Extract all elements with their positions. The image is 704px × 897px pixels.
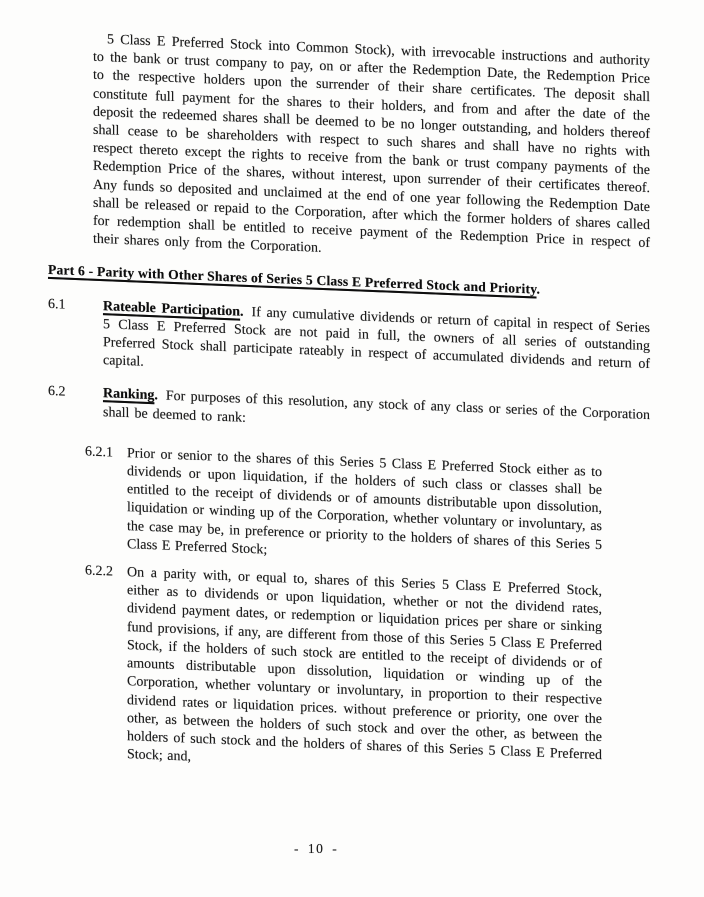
section-6-1-title-period: .	[240, 304, 244, 320]
continuation-paragraph: 5 Class E Preferred Stock into Common Stock), with irrevocable instructions and authority to the bank or trust company to pay, on or after the Redemption Date, the Redemption Price to the respective holders upon the surrender of their share certificates. The deposit shall constitute full payment for the shares to their holders, and from and after the date of the deposit the redeemed shares shall be deemed to be no longer outstanding, and holders thereof shall cease to be shareholders with respect to such shares and shall have no rights with respect thereto except the rights to receive from the bank or trust company payments of the Redemption Price of the shares, without interest, upon surrender of their certificates thereof. Any funds so deposited and unclaimed at the end of one year following the Redemption Date shall be released or repaid to the Corporation, after which the former holders of shares called for redemption shall be entitled to receive payment of the Redemption Price in respect of their shares only from the Corporation.	[93, 32, 650, 257]
subsection-6-2-2-text: On a parity with, or equal to, shares of this Series 5 Class E Preferred Stock, either as to dividends or upon liquidation, whether or not the dividend rates, dividend payment dates, or redemption or liquidation prices per share or sinking fund provisions, if any, are different from those of this Series 5 Class E Preferred Stock, if the holders of such stock are entitled to the receipt of dividends or of amounts distributable upon dissolution, liquidation or winding up of the Corporation, whether voluntary or involuntary, in proportion to their respective dividend rates or liquidation prices. without preference or priority, one over the other, as between the holders of such stock and over the other, as between the holders of such stock and the holders of shares of this Series 5 Class E Preferred Stock; and,	[127, 565, 602, 765]
section-6-1-body	[103, 298, 650, 393]
section-6-2-title: Ranking	[103, 386, 155, 404]
subsection-6-2-1	[85, 443, 602, 573]
section-6-1-title: Rateable Participation	[103, 298, 241, 320]
page-number: - 10 -	[294, 841, 339, 856]
section-6-1	[48, 296, 650, 393]
section-6-1-text: If any cumulative dividends or return of capital in respect of Series 5 Class E Preferred Stock are not paid in full, the owners of all series of outstanding Preferred Stock shall participate rateably in respect of accumulated dividends and return of capital.	[103, 304, 650, 373]
subsection-6-2-2-number: 6.2.2	[85, 563, 113, 580]
part-6-heading-text: Part 6 - Parity with Other Shares of Series 5 Class E Preferred Stock and Priority	[48, 262, 537, 297]
section-6-2-text: For purposes of this resolution, any stock of any class or series of the Corporation shall be deemed to rank:	[103, 389, 650, 426]
section-6-2-title-period: .	[154, 388, 158, 404]
subsection-6-2-1-text: Prior or senior to the shares of this Series 5 Class E Preferred Stock either as to dividends or upon liquidation, if the holders of such class or classes shall be entitled to the receipt of dividends or of amounts distributable upon dissolution, liquidation or winding up of the Corporation, whether voluntary or involuntary, as the case may be, in preference or priority to the holders of shares of this Series 5 Class E Preferred Stock;	[127, 445, 602, 558]
subsection-6-2-1-number: 6.2.1	[85, 444, 113, 461]
section-6-2-number: 6.2	[48, 384, 66, 401]
part-6-heading-period: .	[536, 281, 541, 298]
section-6-2-body	[103, 386, 650, 444]
section-6-1-number: 6.1	[48, 296, 66, 313]
section-6-2	[48, 383, 650, 444]
subsection-6-2-2	[85, 562, 602, 783]
